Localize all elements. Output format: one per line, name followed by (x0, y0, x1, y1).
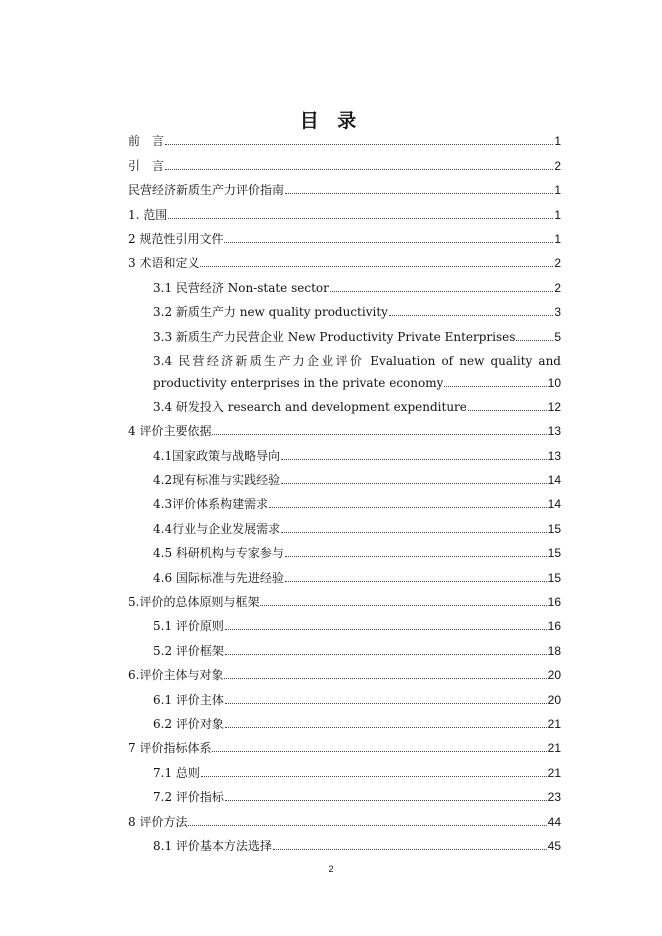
dot-leader (201, 764, 547, 777)
toc-entry-guide-title[interactable] (128, 174, 561, 198)
toc-entry-label: 4.1国家政策与战略导向 (153, 448, 281, 463)
toc-entry-page: 44 (547, 814, 561, 829)
toc-entry-label: 4 评价主要依据 (128, 424, 212, 439)
toc-entry-4-5[interactable] (128, 537, 561, 561)
toc-entry-4-6[interactable] (128, 561, 561, 585)
dot-leader (285, 569, 547, 582)
toc-entry-label: 6.1 评价主体 (153, 692, 224, 707)
toc-entry-label: 3.3 新质生产力民营企业 New Productivity Private Enterprises (153, 329, 516, 344)
toc-entry-page: 13 (547, 448, 561, 463)
toc-entry-page: 15 (547, 570, 561, 585)
toc-entry-page: 14 (547, 497, 561, 512)
toc-entry-label: 3.1 民营经济 Non-state sector (153, 280, 329, 295)
toc-entry-4-2[interactable] (128, 464, 561, 488)
toc-entry-scope[interactable] (128, 198, 561, 222)
toc-entry-label: 4.4行业与企业发展需求 (153, 521, 281, 536)
toc-entry-label: 6.评价主体与对象 (128, 668, 224, 683)
toc-entry-label: 3.4 民营经济新质生产力企业评价 Evaluation of new quality and (153, 353, 561, 368)
toc-entry-6-1[interactable] (128, 683, 561, 707)
dot-leader (225, 691, 547, 704)
dot-leader (165, 157, 553, 170)
toc-entry-page: 5 (554, 329, 561, 344)
dot-leader (225, 617, 547, 630)
dot-leader (516, 328, 553, 341)
dot-leader (165, 132, 553, 145)
toc-entry-8-1[interactable] (128, 830, 561, 854)
toc-entry-page: 13 (547, 424, 561, 439)
toc-entry-page: 14 (547, 473, 561, 488)
toc-entry-page: 16 (547, 619, 561, 634)
toc-entry-page: 20 (547, 692, 561, 707)
toc-entry-label: 7.2 评价指标 (153, 790, 224, 805)
dot-leader (188, 813, 546, 826)
dot-leader (168, 206, 553, 219)
toc-entry-label: 4.3评价体系构建需求 (153, 497, 269, 512)
dot-leader (212, 739, 546, 752)
toc-entry-label: 1. 范围 (128, 207, 168, 222)
toc-entry-page: 21 (547, 716, 561, 731)
dot-leader (281, 447, 547, 460)
dot-leader (269, 495, 547, 508)
dot-leader (285, 544, 547, 557)
toc-entry-page: 45 (547, 838, 561, 853)
toc-entry-introduction[interactable] (128, 149, 561, 173)
toc-entry-label: 7.1 总则 (153, 765, 200, 780)
toc-entry-page: 21 (547, 741, 561, 756)
dot-leader (281, 520, 547, 533)
toc-entry-4-3[interactable] (128, 488, 561, 512)
toc-entry-page: 2 (554, 256, 561, 271)
toc-entry-4-4[interactable] (128, 512, 561, 536)
dot-leader (260, 593, 546, 606)
dot-leader (285, 181, 553, 194)
toc-entry-label: 民营经济新质生产力评价指南 (128, 183, 285, 198)
toc-entry-normative-references[interactable] (128, 223, 561, 247)
toc-entry-page: 16 (547, 595, 561, 610)
dot-leader (273, 837, 547, 850)
dot-leader (444, 374, 546, 387)
dot-leader (200, 254, 553, 267)
toc-entry-3-4-evaluation[interactable] (128, 345, 561, 391)
toc-entry-label: 前 言 (128, 134, 165, 149)
toc-entry-label: 8.1 评价基本方法选择 (153, 838, 272, 853)
toc-entry-label: 5.1 评价原则 (153, 619, 224, 634)
toc-entry-3-2[interactable] (128, 296, 561, 320)
toc-entry-page: 12 (547, 399, 561, 414)
toc-entry-label: 6.2 评价对象 (153, 716, 224, 731)
toc-entry-page: 2 (554, 280, 561, 295)
toc-entry-label: 4.6 国际标准与先进经验 (153, 570, 284, 585)
toc-entry-page: 1 (554, 134, 561, 149)
toc-entry-foreword[interactable] (128, 125, 561, 149)
toc-entry-6-2[interactable] (128, 708, 561, 732)
toc-entry-7-1[interactable] (128, 756, 561, 780)
dot-leader (468, 398, 547, 411)
toc-entry-label: 5.2 评价框架 (153, 643, 224, 658)
toc-entry-principles-framework[interactable] (128, 586, 561, 610)
toc-entry-subject-object[interactable] (128, 659, 561, 683)
toc-entry-page: 10 (547, 375, 561, 390)
toc-entry-label: 3.4 研发投入 research and development expenditure (153, 399, 467, 414)
toc-entry-page: 1 (554, 183, 561, 198)
dot-leader (224, 666, 546, 679)
dot-leader (225, 788, 547, 801)
toc-entry-4-1[interactable] (128, 439, 561, 463)
toc-entry-page: 20 (547, 668, 561, 683)
toc-entry-3-3[interactable] (128, 320, 561, 344)
toc-entry-5-2[interactable] (128, 634, 561, 658)
toc-entry-3-1[interactable] (128, 271, 561, 295)
toc-entry-indicator-system[interactable] (128, 732, 561, 756)
toc-entry-page: 18 (547, 643, 561, 658)
toc-entry-label: 4.5 科研机构与专家参与 (153, 546, 284, 561)
toc-entry-page: 1 (554, 207, 561, 222)
table-of-contents (128, 125, 561, 854)
toc-entry-label: 引 言 (128, 158, 165, 173)
toc-entry-page: 15 (547, 546, 561, 561)
toc-title: 目 录 (299, 110, 363, 132)
dot-leader (225, 642, 547, 655)
toc-entry-5-1[interactable] (128, 610, 561, 634)
toc-entry-3-4-rd[interactable] (128, 391, 561, 415)
toc-entry-evaluation-methods[interactable] (128, 805, 561, 829)
toc-entry-7-2[interactable] (128, 781, 561, 805)
toc-entry-label: 3.2 新质生产力 new quality productivity (153, 305, 388, 320)
toc-entry-page: 15 (547, 521, 561, 536)
toc-entry-page: 21 (547, 765, 561, 780)
toc-entry-label: 2 规范性引用文件 (128, 231, 224, 246)
dot-leader (225, 715, 547, 728)
toc-entry-label: 3 术语和定义 (128, 256, 200, 271)
toc-entry-evaluation-basis[interactable] (128, 415, 561, 439)
toc-entry-page: 23 (547, 790, 561, 805)
dot-leader (330, 279, 553, 292)
toc-entry-label: 4.2现有标准与实践经验 (153, 473, 281, 488)
toc-entry-terms[interactable] (128, 247, 561, 271)
dot-leader (281, 471, 547, 484)
toc-entry-label: 5.评价的总体原则与框架 (128, 595, 260, 610)
dot-leader (224, 230, 553, 243)
toc-entry-page: 3 (554, 305, 561, 320)
dot-leader (212, 422, 546, 435)
page-number: 2 (328, 864, 334, 874)
toc-entry-label: 8 评价方法 (128, 814, 188, 829)
toc-entry-label: 7 评价指标体系 (128, 741, 212, 756)
toc-entry-page: 1 (554, 231, 561, 246)
toc-entry-page: 2 (554, 158, 561, 173)
toc-entry-label-continued: productivity enterprises in the private economy (153, 375, 444, 390)
dot-leader (389, 303, 553, 316)
